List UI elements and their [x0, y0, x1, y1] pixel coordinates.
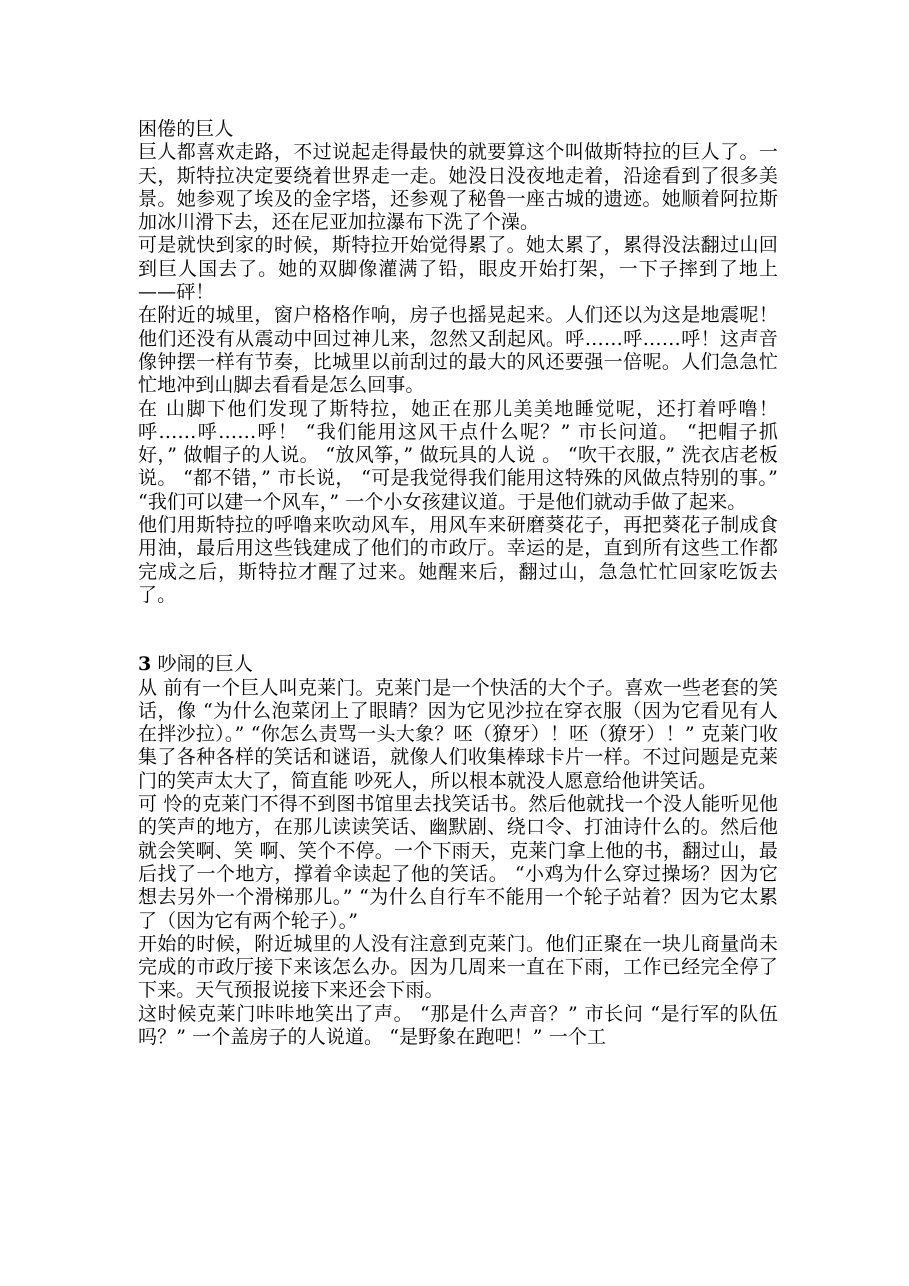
- story-paragraph: 在附近的城里，窗户格格作响，房子也摇晃起来。人们还以为这是地震呢！他们还没有从震动中回过神儿来，忽然又刮起风。呼……呼……呼！这声音像钟摆一样有节奏，比城里以前刮过的最大的风还要强一倍呢。人们急急忙忙地冲到山脚去看看是怎么回事。: [138, 304, 778, 397]
- story-paragraph: 可 怜的克莱门不得不到图书馆里去找笑话书。然后他就找一个没人能听见他的笑声的地方，在那儿读读笑话、幽默剧、绕口令、打油诗什么的。然后他就会笑啊、笑 啊、笑个不停。一个下雨天，克莱门拿上他的书，翻过山，最后找了一个地方，撑着伞读起了他的笑话。 “小鸡为什么穿过操场？因为它想去另外一个滑梯那儿。” “为什么自行车不能用一个轮子站着？因为它太累了（因为它有两个轮子）。”: [138, 793, 778, 932]
- story-title-text: 吵闹的巨人: [157, 653, 253, 676]
- story-paragraph: 可是就快到家的时候，斯特拉开始觉得累了。她太累了，累得没法翻过山回到巨人国去了。她的双脚像灌满了铅，眼皮开始打架，一下子摔到了地上——砰！: [138, 234, 778, 304]
- story-paragraph: 这时候克莱门咔咔地笑出了声。 “那是什么声音？” 市长问 “是行军的队伍吗？” 一个盖房子的人说道。 “是野象在跑吧！” 一个工: [138, 1002, 778, 1048]
- story-section-2: [138, 653, 778, 1049]
- story-title: [138, 653, 778, 676]
- story-paragraph: 巨人都喜欢走路，不过说起走得最快的就要算这个叫做斯特拉的巨人了。一天，斯特拉决定要绕着世界走一走。她没日没夜地走着，沿途看到了很多美景。她参观了埃及的金字塔，还参观了秘鲁一座古城的遗迹。她顺着阿拉斯加冰川滑下去，还在尼亚加拉瀑布下洗了个澡。: [138, 141, 778, 234]
- story-title: 困倦的巨人: [138, 118, 234, 140]
- section-spacer: [138, 607, 778, 653]
- story-paragraph: 开始的时候，附近城里的人没有注意到克莱门。他们正聚在一块儿商量尚未完成的市政厅接下来该怎么办。因为几周来一直在下雨，工作已经完全停了下来。天气预报说接下来还会下雨。: [138, 932, 778, 1002]
- story-paragraph: 他们用斯特拉的呼噜来吹动风车，用风车来研磨葵花子，再把葵花子制成食用油，最后用这些钱建成了他们的市政厅。幸运的是，直到所有这些工作都完成之后，斯特拉才醒了过来。她醒来后，翻过山，急急忙忙回家吃饭去了。: [138, 514, 778, 606]
- story-number: 3: [138, 653, 152, 676]
- story-paragraph: 从 前有一个巨人叫克莱门。克莱门是一个快活的大个子。喜欢一些老套的笑话，像 “为什么泡菜闭上了眼睛？因为它见沙拉在穿衣服（因为它看见有人在拌沙拉）。” “你怎么责骂一头大象？呸（獠牙）！呸（獠牙）！” 克莱门收集了各种各样的笑话和谜语，就像人们收集棒球卡片一样。不过问题是克莱门的笑声太大了，简直能 吵死人，所以根本就没人愿意给他讲笑话。: [138, 676, 778, 792]
- document-page: [138, 118, 778, 1049]
- story-section-1: [138, 118, 778, 607]
- story-paragraph: 在 山脚下他们发现了斯特拉，她正在那儿美美地睡觉呢，还打着呼噜！呼……呼……呼！ “我们能用这风干点什么呢？” 市长问道。 “把帽子抓好，” 做帽子的人说。 “放风筝，” 做玩具的人说 。 “吹干衣服，” 洗衣店老板说。 “都不错，” 市长说， “可是我觉得我们能用这特殊的风做点特别的事。” “我们可以建一个风车，” 一个小女孩建议道。于是他们就动手做了起来。: [138, 397, 778, 513]
